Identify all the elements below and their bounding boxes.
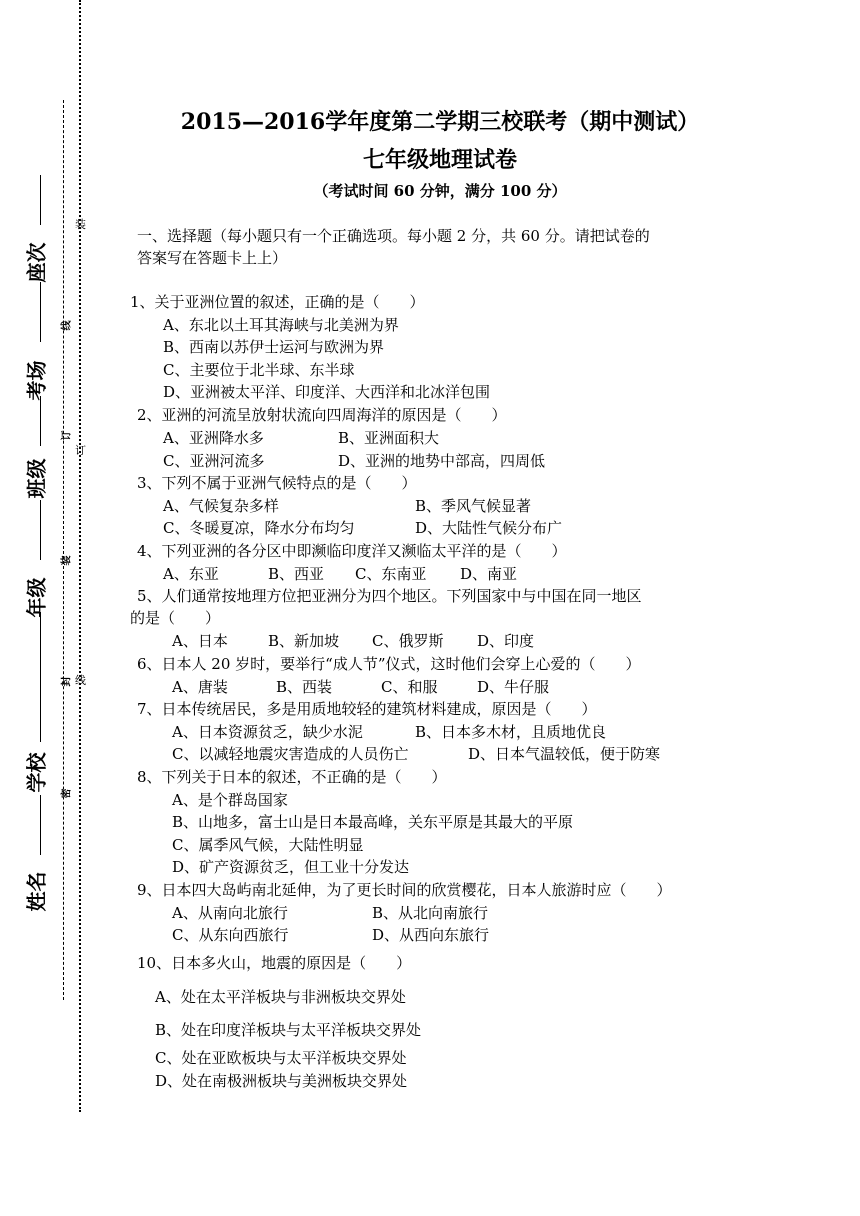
- question-stem: 6、日本人 20 岁时，要举行“成人节”仪式，这时他们会穿上心爱的（ ）: [137, 655, 641, 673]
- option: C、和服: [381, 678, 438, 696]
- question-stem: 4、下列亚洲的各分区中即濒临印度洋又濒临太平洋的是（ ）: [137, 542, 567, 560]
- option: C、冬暖夏凉，降水分布均匀: [163, 519, 355, 537]
- question-stem: 9、日本四大岛屿南北延伸，为了更长时间的欣赏樱花，日本人旅游时应（ ）: [137, 881, 672, 899]
- small-mark: 装: [61, 555, 73, 566]
- binding-blank-line: [40, 795, 41, 855]
- option: B、山地多，富士山是日本最高峰，关东平原是其最大的平原: [172, 813, 574, 831]
- cut-mark: 订: [75, 444, 86, 457]
- binding-blank-line: [40, 282, 41, 342]
- option: C、俄罗斯: [372, 632, 444, 650]
- option: B、处在印度洋板块与太平洋板块交界处: [155, 1021, 422, 1039]
- small-mark: 订: [61, 430, 73, 441]
- option: C、从东向西旅行: [172, 926, 289, 944]
- option: B、亚洲面积大: [338, 429, 440, 447]
- option: C、属季风气候，大陆性明显: [172, 836, 364, 854]
- option: C、亚洲河流多: [163, 452, 265, 470]
- option: D、印度: [477, 632, 535, 650]
- binding-field-room: 考场: [24, 360, 49, 401]
- question-stem: 10、日本多火山，地震的原因是（ ）: [137, 954, 412, 972]
- option: B、新加坡: [268, 632, 340, 650]
- binding-field-seat: 座次: [24, 242, 49, 283]
- cut-mark: 线: [75, 674, 86, 687]
- option: B、日本多木材，且质地优良: [415, 723, 607, 741]
- option: A、唐装: [172, 678, 228, 696]
- binding-dashed-line: [63, 100, 64, 1000]
- option: C、处在亚欧板块与太平洋板块交界处: [155, 1049, 407, 1067]
- question-stem: 2、亚洲的河流呈放射状流向四周海洋的原因是（ ）: [137, 406, 507, 424]
- option: D、处在南极洲板块与美洲板块交界处: [155, 1072, 408, 1090]
- option: B、从北向南旅行: [372, 904, 489, 922]
- option: A、亚洲降水多: [163, 429, 264, 447]
- option: B、西亚: [268, 565, 325, 583]
- option: A、东北以土耳其海峡与北美洲为界: [163, 316, 399, 334]
- question-stem: 8、下列关于日本的叙述，不正确的是（ ）: [137, 768, 447, 786]
- question-stem: 3、下列不属于亚洲气候特点的是（ ）: [137, 474, 417, 492]
- option: B、季风气候显著: [415, 497, 532, 515]
- question-stem: 7、日本传统居民，多是用质地较轻的建筑材料建成，原因是（ ）: [137, 700, 597, 718]
- option: D、牛仔服: [477, 678, 550, 696]
- option: D、矿产资源贫乏，但工业十分发达: [172, 858, 410, 876]
- section-heading: 答案写在答题卡上上）: [137, 249, 288, 267]
- option: A、从南向北旅行: [172, 904, 288, 922]
- binding-blank-line: [40, 396, 41, 446]
- option: A、日本资源贫乏，缺少水泥: [172, 723, 363, 741]
- option: B、西装: [276, 678, 333, 696]
- binding-field-class: 班级: [24, 458, 49, 499]
- section-heading: 一、选择题（每小题只有一个正确选项。每小题 2 分，共 60 分。请把试卷的: [137, 227, 650, 245]
- question-stem: 的是（ ）: [130, 609, 221, 627]
- option: D、日本气温较低，便于防寒: [468, 745, 661, 763]
- option: D、亚洲的地势中部高，四周低: [338, 452, 546, 470]
- option: A、是个群岛国家: [172, 791, 288, 809]
- binding-blank-line: [40, 500, 41, 560]
- option: A、日本: [172, 632, 228, 650]
- option: D、亚洲被太平洋、印度洋、大西洋和北冰洋包围: [163, 383, 491, 401]
- option: C、主要位于北半球、东半球: [163, 361, 355, 379]
- question-stem: 5、人们通常按地理方位把亚洲分为四个地区。下列国家中与中国在同一地区: [137, 587, 642, 605]
- small-mark: 密: [61, 788, 73, 799]
- option: A、气候复杂多样: [163, 497, 279, 515]
- option: B、西南以苏伊士运河与欧洲为界: [163, 338, 385, 356]
- binding-field-name: 姓名: [24, 871, 49, 912]
- exam-title: 2015—2016学年度第二学期三校联考（期中测试）: [180, 109, 700, 135]
- option: C、东南亚: [355, 565, 427, 583]
- option: D、大陆性气候分布广: [415, 519, 563, 537]
- option: D、南亚: [460, 565, 518, 583]
- exam-info: （考试时间 60 分钟，满分 100 分）: [313, 182, 567, 200]
- binding-blank-line: [40, 612, 41, 742]
- exam-subtitle: 七年级地理试卷: [362, 147, 517, 173]
- option: C、以减轻地震灾害造成的人员伤亡: [172, 745, 409, 763]
- cut-mark: 装: [75, 218, 86, 231]
- option: A、处在太平洋板块与非洲板块交界处: [155, 988, 406, 1006]
- option: A、东亚: [163, 565, 219, 583]
- small-mark: 线: [61, 320, 73, 331]
- question-stem: 1、关于亚洲位置的叙述，正确的是（ ）: [130, 293, 425, 311]
- option: D、从西向东旅行: [372, 926, 490, 944]
- small-mark: 封: [61, 676, 73, 687]
- binding-field-grade: 年级: [24, 577, 49, 618]
- binding-field-school: 学校: [24, 752, 49, 793]
